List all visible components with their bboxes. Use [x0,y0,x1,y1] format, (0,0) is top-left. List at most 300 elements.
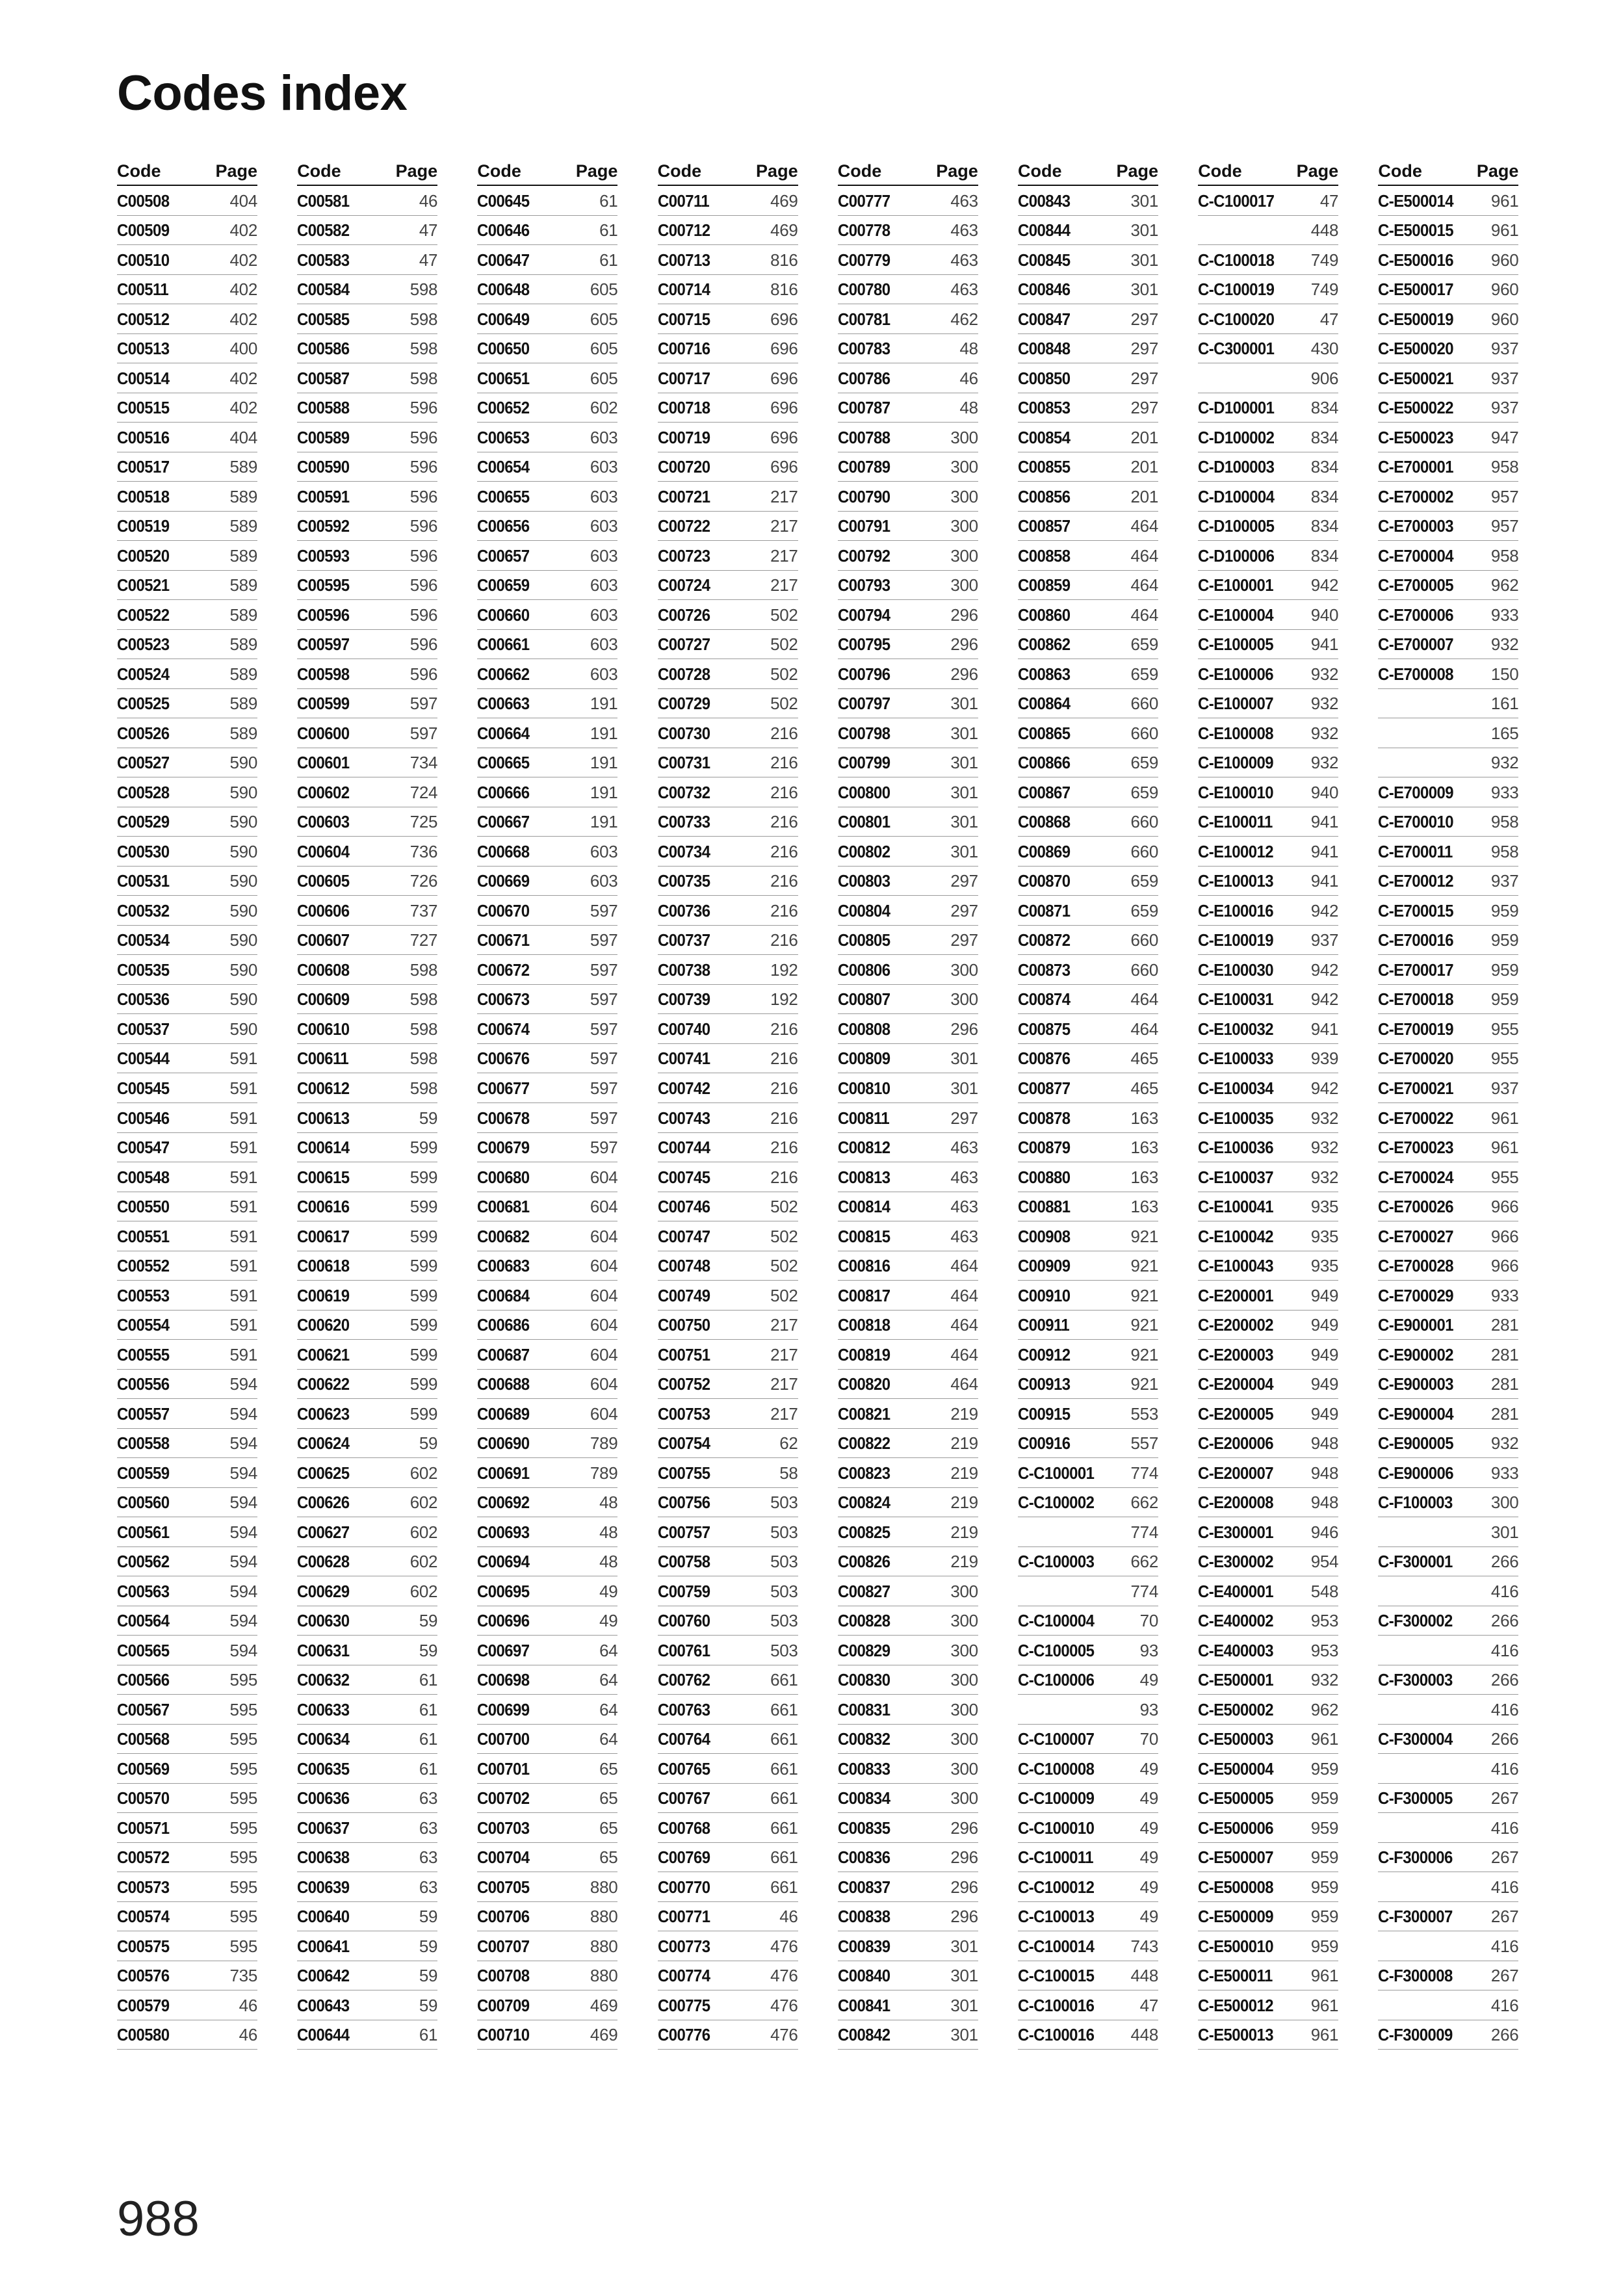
code-cell: C00591 [297,486,350,506]
page-cell: 463 [950,220,978,241]
code-cell: C00686 [477,1315,530,1335]
index-row [1378,1162,1518,1192]
index-row [297,275,437,305]
code-cell: C00635 [297,1758,350,1779]
page-cell: 696 [770,457,798,477]
index-row [297,1251,437,1281]
code-cell: C00910 [1018,1285,1071,1305]
index-row [1378,1221,1518,1251]
index-row [1198,1784,1338,1814]
code-cell: C-C100018 [1198,250,1275,270]
index-row [1198,1399,1338,1429]
code-cell: C00613 [297,1108,350,1128]
code-cell: C00551 [117,1226,170,1246]
index-row [1018,1990,1158,2020]
code-cell: C00618 [297,1256,350,1276]
code-cell: C-C100005 [1018,1640,1095,1660]
page-cell: 941 [1310,634,1339,655]
code-cell: C-E500015 [1378,220,1454,241]
code-cell: C00866 [1018,753,1071,773]
index-row [477,512,617,541]
index-row [1198,393,1338,423]
page-cell: 880 [590,1877,618,1897]
index-row [297,867,437,896]
code-cell: C00835 [837,1818,890,1838]
page-cell: 217 [770,545,798,566]
page-cell: 217 [770,1374,798,1394]
index-row [838,571,978,601]
code-cell: C-C100004 [1018,1611,1095,1631]
index-row [658,512,798,541]
index-row [658,186,798,216]
code-cell: C00616 [297,1197,350,1217]
page-cell: 216 [770,812,798,832]
index-row [1378,1606,1518,1636]
code-cell: C00718 [657,398,710,418]
index-row [117,1931,257,1961]
page-cell: 65 [599,1788,618,1808]
code-cell: C00508 [117,190,170,211]
code-cell: C00641 [297,1936,350,1956]
index-row [477,1961,617,1991]
code-cell: C-E200005 [1198,1403,1274,1424]
page-cell: 596 [409,457,438,477]
code-cell: C00668 [477,841,530,861]
page-cell: 602 [409,1522,438,1542]
index-row [838,1429,978,1459]
index-row [1198,1488,1338,1518]
index-row [117,1221,257,1251]
page-cell: 880 [590,1966,618,1986]
index-row [477,1458,617,1488]
page-cell: 598 [409,1078,438,1098]
page-cell: 47 [419,220,438,241]
page-cell: 961 [1490,1108,1519,1128]
index-row [297,689,437,719]
index-row [838,926,978,956]
page-cell: 591 [229,1226,257,1246]
index-row [1198,1251,1338,1281]
index-row [1378,689,1518,719]
page-cell: 591 [229,1256,257,1276]
code-cell: C00723 [657,545,710,566]
code-cell: C00795 [837,634,890,655]
index-row [117,1517,257,1547]
code-cell: C00752 [657,1374,710,1394]
index-row [1378,423,1518,452]
index-row [117,1162,257,1192]
page-cell: 46 [239,2025,257,2045]
code-cell: C00746 [657,1197,710,1217]
index-row [1018,1370,1158,1400]
code-cell: C00731 [657,753,710,773]
column-header [658,159,798,186]
column-header [838,159,978,186]
index-row [1378,1399,1518,1429]
index-row [838,1606,978,1636]
index-row [117,186,257,216]
page-cell: 661 [770,1729,798,1749]
page-cell: 660 [1130,723,1158,743]
page-cell: 296 [950,1907,978,1927]
code-cell: C-E700011 [1378,841,1453,861]
index-row [658,1606,798,1636]
index-row [658,393,798,423]
index-row [477,985,617,1015]
code-cell: C00790 [837,486,890,506]
code-cell: C-E700009 [1378,782,1454,802]
index-row [297,452,437,482]
page-cell: 940 [1310,782,1339,802]
page-cell: 605 [590,368,618,388]
column-header [297,159,437,186]
page-cell: 604 [590,1374,618,1394]
index-row [1018,452,1158,482]
page-cell: 589 [229,605,257,625]
index-row [297,571,437,601]
code-cell: C00553 [117,1285,170,1305]
index-row [838,1517,978,1547]
index-row [297,1221,437,1251]
index-row [838,955,978,985]
code-cell: C00709 [477,1995,530,2015]
index-row [1018,334,1158,364]
header-code-label: Code [477,161,521,181]
code-cell: C00628 [297,1552,350,1572]
code-cell: C-D100005 [1198,516,1275,536]
page-cell: 961 [1310,1995,1339,2015]
page-cell: 301 [950,841,978,861]
page-cell: 191 [590,812,618,832]
code-cell: C00627 [297,1522,350,1542]
page-cell: 463 [950,1138,978,1158]
page-cell: 296 [950,605,978,625]
index-row [477,1044,617,1074]
code-cell: C00722 [657,516,710,536]
code-cell: C00838 [837,1907,890,1927]
page-cell: 301 [950,812,978,832]
code-cell: C00576 [117,1966,170,1986]
index-row [297,1902,437,1932]
page-cell: 726 [409,871,438,891]
code-cell: C00827 [837,1581,890,1601]
index-row [1378,1813,1518,1843]
code-cell: C-D100004 [1198,486,1275,506]
header-code-label: Code [297,161,341,181]
code-cell: C00615 [297,1167,350,1187]
code-cell: C00757 [657,1522,710,1542]
code-cell: C00880 [1018,1167,1071,1187]
page-cell: 301 [950,1966,978,1986]
code-cell: C00532 [117,900,170,920]
code-cell: C00512 [117,309,170,329]
index-row [117,777,257,807]
index-row [1198,1843,1338,1873]
page-cell: 932 [1310,1670,1339,1690]
code-cell: C-E100011 [1198,812,1273,832]
index-row [658,718,798,748]
page-cell: 464 [950,1374,978,1394]
page-cell: 503 [770,1640,798,1660]
index-row [1378,1902,1518,1932]
code-cell: C00770 [657,1877,710,1897]
index-column [477,159,617,2050]
code-cell: C00736 [657,900,710,920]
index-row [1018,1488,1158,1518]
page-cell: 603 [590,457,618,477]
page-cell: 966 [1490,1197,1519,1217]
code-cell: C00776 [657,2025,710,2045]
code-cell: C00714 [657,280,710,300]
page-cell: 49 [599,1581,618,1601]
page-cell: 660 [1130,812,1158,832]
page-cell: 300 [950,1640,978,1660]
index-row [477,363,617,393]
index-row [1018,659,1158,689]
page-cell: 463 [950,1167,978,1187]
index-row [1198,1221,1338,1251]
page-cell: 604 [590,1256,618,1276]
page-cell: 557 [1130,1433,1158,1454]
index-row [477,452,617,482]
code-cell: C-E700015 [1378,900,1454,920]
page-cell: 191 [590,753,618,773]
code-cell: C-E200003 [1198,1344,1274,1364]
index-row [1378,1014,1518,1044]
index-row [117,1340,257,1370]
code-cell: C-C100009 [1018,1788,1095,1808]
code-cell: C00530 [117,841,170,861]
code-cell: C00823 [837,1463,890,1483]
index-row [117,1784,257,1814]
index-row [838,1931,978,1961]
code-cell: C00740 [657,1019,710,1039]
page-cell: 589 [229,457,257,477]
code-cell: C00826 [837,1552,890,1572]
page-cell: 163 [1130,1167,1158,1187]
index-row [1198,1547,1338,1577]
page-cell: 957 [1490,486,1519,506]
code-cell: C00650 [477,339,530,359]
code-cell: C-E900005 [1378,1433,1454,1454]
index-row [1198,1311,1338,1340]
index-row [1198,689,1338,719]
page-cell: 660 [1130,959,1158,980]
code-cell: C00724 [657,575,710,595]
index-row [1378,245,1518,275]
index-row [1018,1044,1158,1074]
page-cell: 300 [950,1670,978,1690]
page-cell: 598 [409,1019,438,1039]
page-cell: 958 [1490,812,1519,832]
index-row [1378,393,1518,423]
index-row [658,807,798,837]
index-row [117,1014,257,1044]
index-row [1018,1103,1158,1133]
page-cell: 598 [409,959,438,980]
page-cell: 661 [770,1699,798,1719]
index-row [1378,1576,1518,1606]
code-cell: C-E500001 [1198,1670,1274,1690]
page-cell: 297 [1130,368,1158,388]
code-cell: C-E100001 [1198,575,1274,595]
index-row [297,1488,437,1518]
column-header [117,159,257,186]
page-cell: 959 [1490,959,1519,980]
index-row [297,837,437,867]
index-row [477,718,617,748]
page-cell: 464 [950,1285,978,1305]
page-cell: 59 [419,1433,438,1454]
code-cell: C-E400002 [1198,1611,1274,1631]
index-row [477,245,617,275]
code-cell: C00871 [1018,900,1071,920]
index-row [1018,926,1158,956]
page-cell: 949 [1310,1403,1339,1424]
page-cell: 590 [229,989,257,1010]
index-row [297,630,437,660]
page-cell: 959 [1310,1788,1339,1808]
code-cell: C00602 [297,782,350,802]
code-cell: C00846 [1018,280,1071,300]
code-cell: C-E700017 [1378,959,1454,980]
code-cell: C00800 [837,782,890,802]
page-cell: 63 [419,1847,438,1868]
code-cell: C00609 [297,989,350,1010]
index-row [297,1399,437,1429]
index-row [658,245,798,275]
index-row [477,1931,617,1961]
code-cell: C00526 [117,723,170,743]
index-row [658,1221,798,1251]
code-cell: C00706 [477,1907,530,1927]
page-cell: 464 [1130,545,1158,566]
page-cell: 47 [1319,190,1339,211]
code-cell: C00634 [297,1729,350,1749]
code-cell: C-E700024 [1378,1167,1454,1187]
page-cell: 61 [419,1670,438,1690]
page-cell: 469 [590,1995,618,2015]
page-cell: 301 [950,694,978,714]
page-cell: 602 [409,1493,438,1513]
code-cell: C00816 [837,1256,890,1276]
header-code-label: Code [117,161,161,181]
page-cell: 296 [950,1877,978,1897]
code-cell: C00684 [477,1285,530,1305]
code-cell: C00848 [1018,339,1071,359]
header-page-label: Page [575,161,618,181]
index-row [297,1754,437,1784]
index-row [1018,955,1158,985]
page-cell: 932 [1310,1167,1339,1187]
code-cell: C-C100012 [1018,1877,1095,1897]
code-cell: C00680 [477,1167,530,1187]
code-cell: C-F100003 [1378,1493,1453,1513]
index-row [658,1872,798,1902]
page-cell: 267 [1490,1788,1519,1808]
code-cell: C00726 [657,605,710,625]
code-cell: C00569 [117,1758,170,1779]
index-row [838,896,978,926]
page-cell: 296 [950,1847,978,1868]
index-row [297,1547,437,1577]
index-row [477,1399,617,1429]
index-row [838,216,978,246]
code-cell: C00510 [117,250,170,270]
code-cell: C00647 [477,250,530,270]
index-row [1018,541,1158,571]
page-cell: 216 [770,1108,798,1128]
page-cell: 590 [229,959,257,980]
code-cell: C00719 [657,427,710,447]
page-cell: 589 [229,516,257,536]
page-cell: 696 [770,339,798,359]
code-cell: C00604 [297,841,350,861]
page-cell: 201 [1130,457,1158,477]
code-cell: C00590 [297,457,350,477]
index-row [1198,2020,1338,2050]
page-cell: 774 [1130,1581,1158,1601]
code-cell: C00841 [837,1995,890,2015]
page-cell: 596 [409,427,438,447]
page-cell: 402 [229,368,257,388]
page-cell: 219 [950,1463,978,1483]
index-row [117,245,257,275]
index-row [658,600,798,630]
index-row [1018,423,1158,452]
page-cell: 402 [229,250,257,270]
page-cell: 937 [1490,368,1519,388]
index-row [117,1133,257,1163]
page-cell: 219 [950,1433,978,1454]
code-cell: C00645 [477,190,530,211]
code-cell: C-C100016 [1018,1995,1095,2015]
index-row [658,334,798,364]
page-cell: 65 [599,1847,618,1868]
page-cell: 597 [590,959,618,980]
index-row [1378,1843,1518,1873]
page-cell: 749 [1310,250,1339,270]
code-cell: C00565 [117,1640,170,1660]
index-row [658,1754,798,1784]
page-cell: 591 [229,1138,257,1158]
index-row [658,1695,798,1725]
index-row [1018,1754,1158,1784]
page-cell: 301 [1490,1522,1519,1542]
page-cell: 65 [599,1758,618,1779]
code-cell: C-E700003 [1378,516,1454,536]
page-cell: 955 [1490,1019,1519,1039]
code-cell: C-F300001 [1378,1552,1453,1572]
page-cell: 448 [1310,220,1339,241]
code-cell: C-E100010 [1198,782,1274,802]
index-row [1018,1784,1158,1814]
code-cell: C-E700023 [1378,1138,1454,1158]
code-cell: C00653 [477,427,530,447]
page-cell: 946 [1310,1522,1339,1542]
page-cell: 589 [229,664,257,684]
index-row [658,216,798,246]
page-cell: 216 [770,1049,798,1069]
index-row [1198,1162,1338,1192]
code-cell: C-D100002 [1198,427,1275,447]
code-cell: C-E100005 [1198,634,1274,655]
code-cell: C-C100007 [1018,1729,1095,1749]
page-cell: 595 [229,1699,257,1719]
page-cell: 416 [1490,1640,1519,1660]
code-cell: C-C100015 [1018,1966,1095,1986]
page-cell: 604 [590,1315,618,1335]
